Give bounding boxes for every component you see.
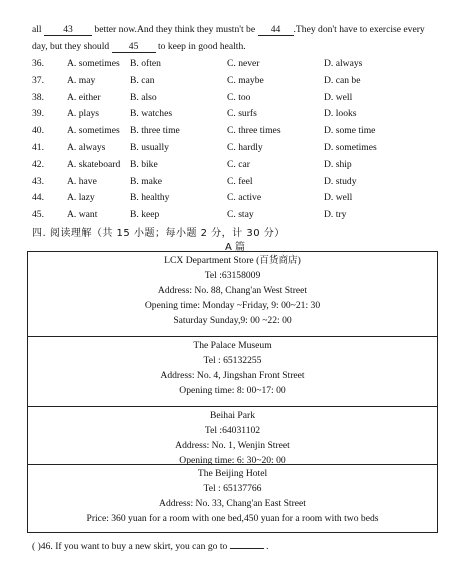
answer-blank-45: 45 bbox=[112, 42, 156, 53]
option-a: A. either bbox=[67, 92, 101, 103]
option-b: B. watches bbox=[130, 108, 173, 119]
cell-address: Address: No. 1, Wenjin Street bbox=[175, 440, 290, 451]
option-row bbox=[32, 192, 452, 208]
option-row bbox=[32, 125, 452, 141]
question-46 bbox=[32, 541, 269, 552]
option-d: D. sometimes bbox=[324, 142, 377, 153]
answer-paren: ( ) bbox=[32, 541, 41, 552]
cell-tel: Tel : 65137766 bbox=[203, 483, 262, 494]
question-number: 39. bbox=[32, 108, 44, 119]
option-d: D. some time bbox=[324, 125, 376, 136]
question-number: 37. bbox=[32, 75, 44, 86]
table-cell-beihai-park bbox=[28, 406, 437, 464]
option-row bbox=[32, 209, 452, 225]
option-c: C. three times bbox=[227, 125, 281, 136]
option-b: B. also bbox=[130, 92, 157, 103]
option-row bbox=[32, 176, 452, 192]
option-d: D. well bbox=[324, 92, 353, 103]
option-a: A. have bbox=[67, 176, 97, 187]
option-d: D. ship bbox=[324, 159, 352, 170]
passage-text: .They don't have to exercise every bbox=[293, 24, 425, 35]
option-row bbox=[32, 75, 452, 91]
passage-text: day, but they should bbox=[32, 41, 110, 52]
cell-title: LCX Department Store (百货商店) bbox=[164, 255, 301, 266]
cell-title: The Beijing Hotel bbox=[197, 468, 268, 479]
option-b: B. make bbox=[130, 176, 162, 187]
cell-opening-time: Opening time: Monday ~Friday, 9: 00~21: 30 bbox=[144, 300, 321, 311]
answer-blank-43: 43 bbox=[44, 25, 92, 36]
option-b: B. three time bbox=[130, 125, 180, 136]
option-d: D. well bbox=[324, 192, 353, 203]
cell-address: Address: No. 4, Jingshan Front Street bbox=[160, 370, 305, 381]
question-number: 40. bbox=[32, 125, 44, 136]
cell-title: Beihai Park bbox=[209, 410, 256, 421]
question-end: . bbox=[266, 541, 269, 552]
option-b: B. bike bbox=[130, 159, 158, 170]
option-b: B. keep bbox=[130, 209, 160, 220]
option-c: C. feel bbox=[227, 176, 253, 187]
option-a: A. always bbox=[67, 142, 106, 153]
table-cell-beijing-hotel bbox=[28, 464, 437, 532]
question-number: 41. bbox=[32, 142, 44, 153]
question-number: 36. bbox=[32, 58, 44, 69]
option-b: B. can bbox=[130, 75, 155, 86]
option-b: B. healthy bbox=[130, 192, 170, 203]
option-row bbox=[32, 108, 452, 124]
question-number: 42. bbox=[32, 159, 44, 170]
passage-line-1 bbox=[32, 24, 462, 36]
passage-text: all bbox=[32, 24, 42, 35]
answer-blank bbox=[230, 548, 264, 549]
passage-line-2 bbox=[32, 41, 462, 53]
option-a: A. sometimes bbox=[67, 58, 120, 69]
cell-opening-time: Opening time: 8: 00~17: 00 bbox=[179, 385, 286, 396]
cell-opening-time: Opening time: 6: 30~20: 00 bbox=[179, 455, 286, 466]
option-c: C. stay bbox=[227, 209, 254, 220]
option-row bbox=[32, 58, 452, 74]
passage-text: better now.And they think they mustn't be bbox=[94, 24, 256, 35]
table-cell-department-store bbox=[28, 252, 437, 336]
question-number: 38. bbox=[32, 92, 44, 103]
option-d: D. always bbox=[324, 58, 363, 69]
question-number: 45. bbox=[32, 209, 44, 220]
option-c: C. car bbox=[227, 159, 250, 170]
option-a: A. plays bbox=[67, 108, 99, 119]
option-d: D. study bbox=[324, 176, 357, 187]
option-c: C. hardly bbox=[227, 142, 263, 153]
cell-title: The Palace Museum bbox=[193, 340, 272, 351]
option-row bbox=[32, 159, 452, 175]
info-table bbox=[27, 251, 438, 533]
option-a: A. may bbox=[67, 75, 96, 86]
option-a: A. sometimes bbox=[67, 125, 120, 136]
part-title: A 篇 bbox=[224, 242, 246, 253]
cell-tel: Tel :63158009 bbox=[204, 270, 261, 281]
question-number: 44. bbox=[32, 192, 44, 203]
option-c: C. maybe bbox=[227, 75, 264, 86]
cell-weekend-time: Saturday Sunday,9: 00 ~22: 00 bbox=[173, 315, 292, 326]
cell-address: Address: No. 88, Chang'an West Street bbox=[157, 285, 308, 296]
cell-tel: Tel :64031102 bbox=[204, 425, 261, 436]
option-c: C. too bbox=[227, 92, 251, 103]
table-cell-palace-museum bbox=[28, 336, 437, 406]
cell-address: Address: No. 33, Chang'an East Street bbox=[159, 498, 306, 509]
option-d: D. try bbox=[324, 209, 347, 220]
option-b: B. usually bbox=[130, 142, 169, 153]
option-d: D. can be bbox=[324, 75, 361, 86]
section-title: 四. 阅读理解（共 15 小题；每小题 2 分，计 30 分） bbox=[32, 228, 285, 239]
question-number: 43. bbox=[32, 176, 44, 187]
option-a: A. skateboard bbox=[67, 159, 121, 170]
option-row bbox=[32, 92, 452, 108]
option-c: C. never bbox=[227, 58, 260, 69]
cell-tel: Tel : 65132255 bbox=[203, 355, 262, 366]
option-row bbox=[32, 142, 452, 158]
option-a: A. want bbox=[67, 209, 98, 220]
cell-price: Price: 360 yuan for a room with one bed,450 yuan for a room with two beds bbox=[86, 513, 379, 524]
option-d: D. looks bbox=[324, 108, 357, 119]
option-c: C. active bbox=[227, 192, 262, 203]
option-a: A. lazy bbox=[67, 192, 95, 203]
option-b: B. often bbox=[130, 58, 161, 69]
answer-blank-44: 44 bbox=[258, 25, 294, 36]
question-text: 46. If you want to buy a new skirt, you can go to bbox=[40, 541, 228, 552]
option-c: C. surfs bbox=[227, 108, 257, 119]
passage-text: to keep in good health. bbox=[158, 41, 246, 52]
